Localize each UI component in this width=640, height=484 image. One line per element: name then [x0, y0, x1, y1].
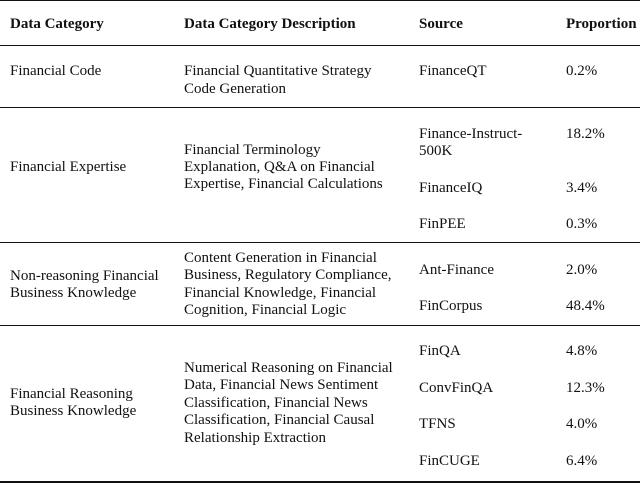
group-divider	[0, 107, 640, 108]
source-name: Ant-Finance	[419, 262, 494, 278]
proportion-value: 18.2%	[566, 126, 605, 142]
top-rule	[0, 0, 640, 1]
source-name: Finance-Instruct-	[419, 126, 523, 142]
proportion-value: 4.8%	[566, 343, 598, 359]
category-label: Financial Expertise	[10, 159, 127, 175]
proportion-value: 6.4%	[566, 453, 598, 469]
description-line: Financial Quantitative Strategy	[184, 63, 372, 79]
description-line: Cognition, Financial Logic	[184, 302, 347, 318]
proportion-value: 2.0%	[566, 262, 598, 278]
category-label: Business Knowledge	[10, 285, 137, 301]
description-line: Content Generation in Financial	[184, 250, 377, 266]
bottom-rule	[0, 481, 640, 483]
proportion-value: 12.3%	[566, 380, 605, 396]
description-line: Relationship Extraction	[184, 430, 327, 446]
description-line: Code Generation	[184, 81, 287, 97]
proportion-value: 0.2%	[566, 63, 598, 79]
header-proportion: Proportion	[566, 16, 637, 32]
source-name: FinCUGE	[419, 453, 480, 469]
source-name: FinQA	[419, 343, 461, 359]
proportion-value: 0.3%	[566, 216, 598, 232]
description-line: Financial Knowledge, Financial	[184, 285, 377, 301]
category-label: Financial Code	[10, 63, 102, 79]
source-name: TFNS	[419, 416, 456, 432]
source-name: ConvFinQA	[419, 380, 494, 396]
proportion-value: 48.4%	[566, 298, 605, 314]
source-name: FinPEE	[419, 216, 466, 232]
description-line: Classification, Financial Causal	[184, 412, 375, 428]
header-rule	[0, 45, 640, 46]
group-divider	[0, 242, 640, 243]
description-line: Explanation, Q&A on Financial	[184, 159, 375, 175]
description-line: Numerical Reasoning on Financial	[184, 360, 393, 376]
category-label: Financial Reasoning	[10, 386, 133, 402]
description-line: Business, Regulatory Compliance,	[184, 267, 392, 283]
source-name: FinanceIQ	[419, 180, 483, 196]
header-data-category: Data Category	[10, 16, 104, 32]
description-line: Financial Terminology	[184, 142, 321, 158]
proportion-value: 3.4%	[566, 180, 598, 196]
header-source: Source	[419, 16, 463, 32]
source-name: FinanceQT	[419, 63, 487, 79]
source-name: 500K	[419, 143, 453, 159]
category-label: Non-reasoning Financial	[10, 268, 159, 284]
group-divider	[0, 325, 640, 326]
category-label: Business Knowledge	[10, 403, 137, 419]
source-name: FinCorpus	[419, 298, 483, 314]
description-line: Classification, Financial News	[184, 395, 368, 411]
proportion-value: 4.0%	[566, 416, 598, 432]
description-line: Expertise, Financial Calculations	[184, 176, 383, 192]
header-description: Data Category Description	[184, 16, 356, 32]
description-line: Data, Financial News Sentiment	[184, 377, 379, 393]
